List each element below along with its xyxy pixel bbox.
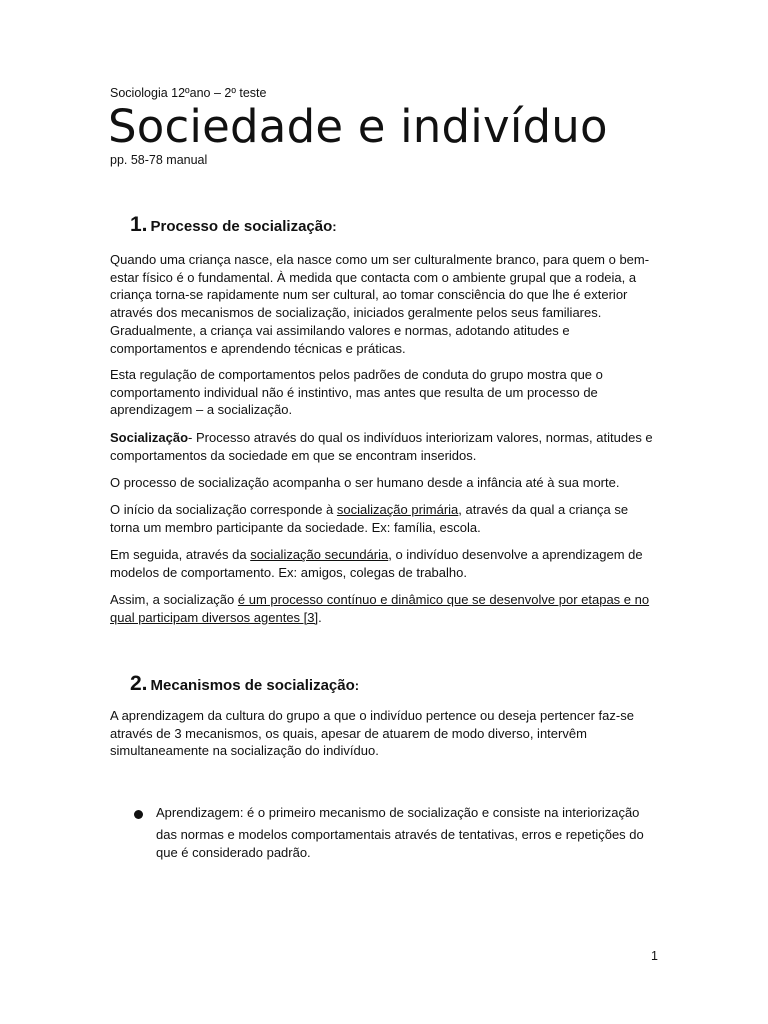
document-title: Sociedade e indivíduo bbox=[108, 100, 608, 153]
paragraph: Quando uma criança nasce, ela nasce como um ser culturalmente branco, para quem o bem-estar físico é o fundamental. À medida que contacta com o ambiente grupal que a rodeia, a criança torna-se rapidamente num ser cultural, ao tomar consciência do que lhe é exterior através dos mecanismos de socialização, iniciados geralmente pelos seus familiares. Gradualmente, a criança vai assimilando valores e normas, adotando atitudes e comportamentos e aprendendo técnicas e práticas. bbox=[110, 252, 650, 356]
bullet-text-line: Aprendizagem: é o primeiro mecanismo de socialização e consiste na interiorização bbox=[156, 805, 640, 820]
section-2-title: Mecanismos de socialização bbox=[150, 677, 355, 694]
page-number: 1 bbox=[651, 949, 658, 963]
definition-term: Socialização bbox=[110, 430, 189, 445]
text-run: , o indivíduo desenvolve a aprendizagem de modelos de comportamento. Ex: amigos, colegas de trabalho. bbox=[110, 547, 643, 580]
paragraph: O processo de socialização acompanha o ser humano desde a infância até à sua morte. bbox=[110, 475, 620, 490]
paragraph: Esta regulação de comportamentos pelos padrões de conduta do grupo mostra que o comportamento individual não é instintivo, mas antes que resulta de um processo de aprendizagem – a socialização. bbox=[110, 367, 603, 418]
underlined-term: socialização secundária bbox=[250, 547, 389, 562]
section-2-colon: : bbox=[354, 678, 360, 693]
bullet-text-line: que é considerado padrão. bbox=[156, 845, 311, 860]
paragraph-definition bbox=[110, 429, 658, 464]
bullet-icon bbox=[134, 810, 143, 819]
bullet-text-line: das normas e modelos comportamentais através de tentativas, erros e repetições do bbox=[156, 827, 644, 842]
section-1-heading bbox=[130, 210, 337, 238]
paragraph: A aprendizagem da cultura do grupo a que o indivíduo pertence ou deseja pertencer faz-se através de 3 mecanismos, os quais, apesar de atuarem de modo diverso, intervêm simultaneamente na socialização do indivíduo. bbox=[110, 708, 634, 759]
section-1-number: 1. bbox=[130, 213, 148, 236]
subject-line: Sociologia 12ºano – 2º teste bbox=[110, 86, 267, 100]
paragraph bbox=[110, 546, 658, 581]
section-1-title: Processo de socialização bbox=[150, 218, 333, 235]
underlined-phrase: é um processo contínuo e dinâmico que se desenvolve por etapas e no qual participam diversos agentes [3] bbox=[110, 592, 650, 625]
paragraph bbox=[110, 501, 658, 536]
text-run: Assim, a socialização bbox=[110, 592, 238, 607]
definition-text: - Processo através do qual os indivíduos interiorizam valores, normas, atitudes e comportamentos da sociedade em que se encontram inseridos. bbox=[110, 430, 653, 463]
text-run: , através da qual a criança se torna um membro participante da sociedade. Ex: família, escola. bbox=[110, 502, 629, 535]
section-1-colon: : bbox=[332, 219, 337, 234]
text-run: Em seguida, através da bbox=[110, 547, 251, 562]
page-reference: pp. 58-78 manual bbox=[110, 153, 208, 167]
text-run: O início da socialização corresponde à bbox=[110, 502, 337, 517]
text-run: . bbox=[318, 609, 322, 625]
underlined-term: socialização primária bbox=[336, 502, 459, 517]
section-2-number: 2. bbox=[130, 672, 148, 695]
section-2-heading bbox=[130, 669, 359, 697]
paragraph bbox=[110, 591, 658, 626]
